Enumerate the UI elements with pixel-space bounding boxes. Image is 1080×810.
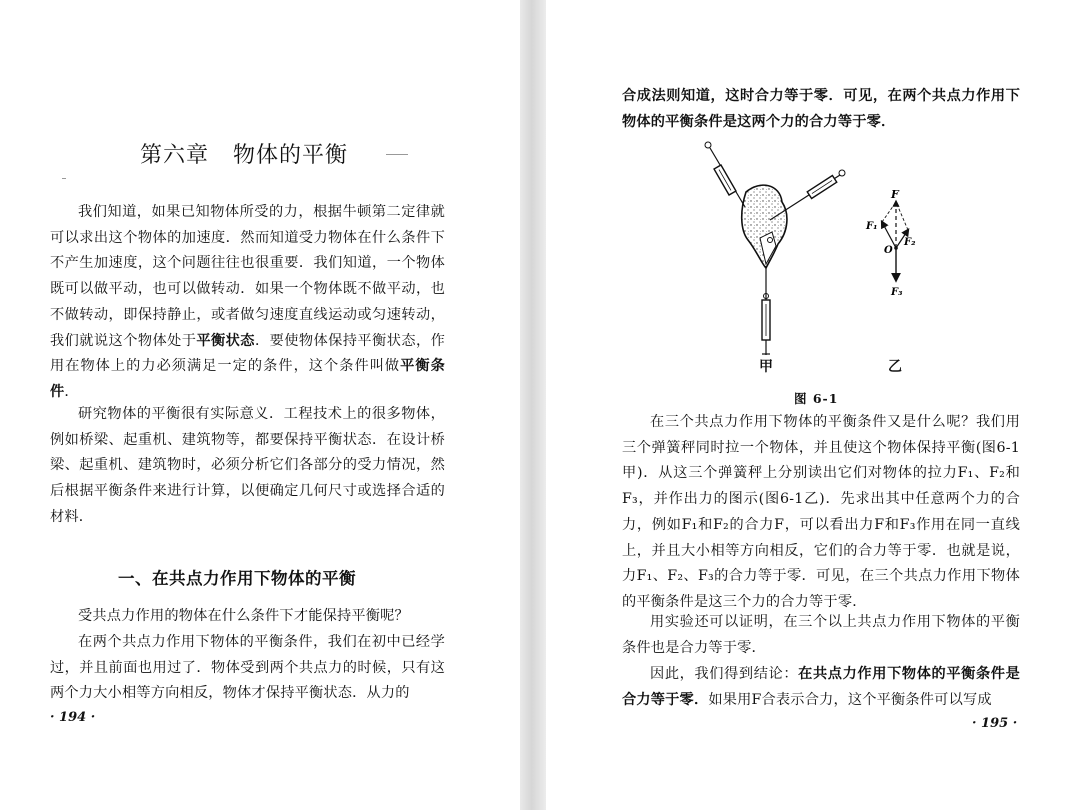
figure-label-yi: 乙	[888, 359, 902, 375]
question-line: 受共点力作用的物体在什么条件下才能保持平衡呢？	[78, 608, 409, 624]
page-number: · 195 ·	[972, 716, 1018, 731]
label-O: O	[884, 245, 893, 256]
force-diagram	[865, 188, 916, 298]
figure-label-jia: 甲	[759, 359, 773, 375]
two-force-paragraph: 在两个共点力作用下物体的平衡条件，我们在初中已经学过，并且前面也用过了．物体受到两个共点力的时候，只有这两个力大小相等方向相反，物体才保持平衡状态．从力的	[50, 634, 445, 702]
figure-caption: 图 6-1	[794, 391, 839, 406]
spring-balance-bottom	[762, 266, 770, 355]
irregular-object	[742, 185, 787, 268]
label-F3: F₃	[891, 287, 903, 298]
top-paragraph: 合成法则知道，这时合力等于零．可见，在两个共点力作用下物体的平衡条件是这两个力的合力等于零．	[622, 88, 1020, 130]
conclusion-statement: 在共点力作用下物体的平衡条件是合力等于零．	[622, 666, 1020, 708]
label-F: F	[891, 188, 899, 201]
chapter-title	[140, 138, 348, 169]
label-F2: F₂	[904, 237, 916, 248]
term-equilibrium-state: 平衡状态	[196, 332, 255, 349]
term-equilibrium-condition: 平衡条件	[50, 358, 445, 400]
book-gutter	[520, 0, 546, 810]
chapter-name: 物体的平衡	[233, 143, 349, 168]
intro-paragraph: 我们知道，如果已知物体所受的力，根据牛顿第二定律就可以求出这个物体的加速度．然而知道受力物体在什么条件下不产生加速度，这个问题往往也很重要．我们知道，一个物体既可以做平动，也可以做转动．如果一个物体既不做平动，也不做转动，即保持静止，或者做匀速度直线运动或匀速转动，我们就说这个物体处于平衡状态．要使物体保持平衡状态，作用在物体上的力必须满足一定的条件，这个条件叫做平衡条件．	[50, 204, 445, 400]
experiment-paragraph: 用实验还可以证明，在三个以上共点力作用下物体的平衡条件也是合力等于零．	[622, 614, 1020, 656]
conclusion-paragraph: 因此，我们得到结论：在共点力作用下物体的平衡条件是合力等于零．如果用F合表示合力，这个平衡条件可以写成	[622, 666, 1020, 708]
label-F1: F₁	[866, 221, 878, 232]
significance-paragraph: 研究物体的平衡很有实际意义．工程技术上的很多物体，例如桥梁、起重机、建筑物等，都要保持平衡状态．在设计桥梁、起重机、建筑物时，必须分析它们各部分的受力情况，然后根据平衡条件来进行计算，以便确定几何尺寸或选择合适的材料．	[50, 406, 445, 525]
scan-speck	[386, 154, 408, 155]
section-title: 一、在共点力作用下物体的平衡	[118, 569, 356, 588]
left-page	[0, 0, 520, 810]
spring-balance-upper-left	[705, 142, 745, 207]
scan-speck	[62, 178, 66, 179]
chapter-number: 第六章	[140, 143, 210, 168]
three-force-paragraph: 在三个共点力作用下物体的平衡条件又是什么呢？我们用三个弹簧秤同时拉一个物体，并且使这个物体保持平衡(图6-1甲)．从这三个弹簧秤上分别读出它们对物体的拉力F₁、F₂和F₃，并作出力的图示(图6-1乙)．先求出其中任意两个力的合力，例如F₁和F₂的合力F，可以看出力F和F₃作用在同一直线上，并且大小相等方向相反，它们的合力等于零．也就是说，力F₁、F₂、F₃的合力等于零．可见，在三个共点力作用下物体的平衡条件是这三个力的合力等于零．	[622, 414, 1020, 610]
page-number: · 194 ·	[50, 710, 96, 725]
figure-6-1-diagram	[690, 140, 940, 385]
